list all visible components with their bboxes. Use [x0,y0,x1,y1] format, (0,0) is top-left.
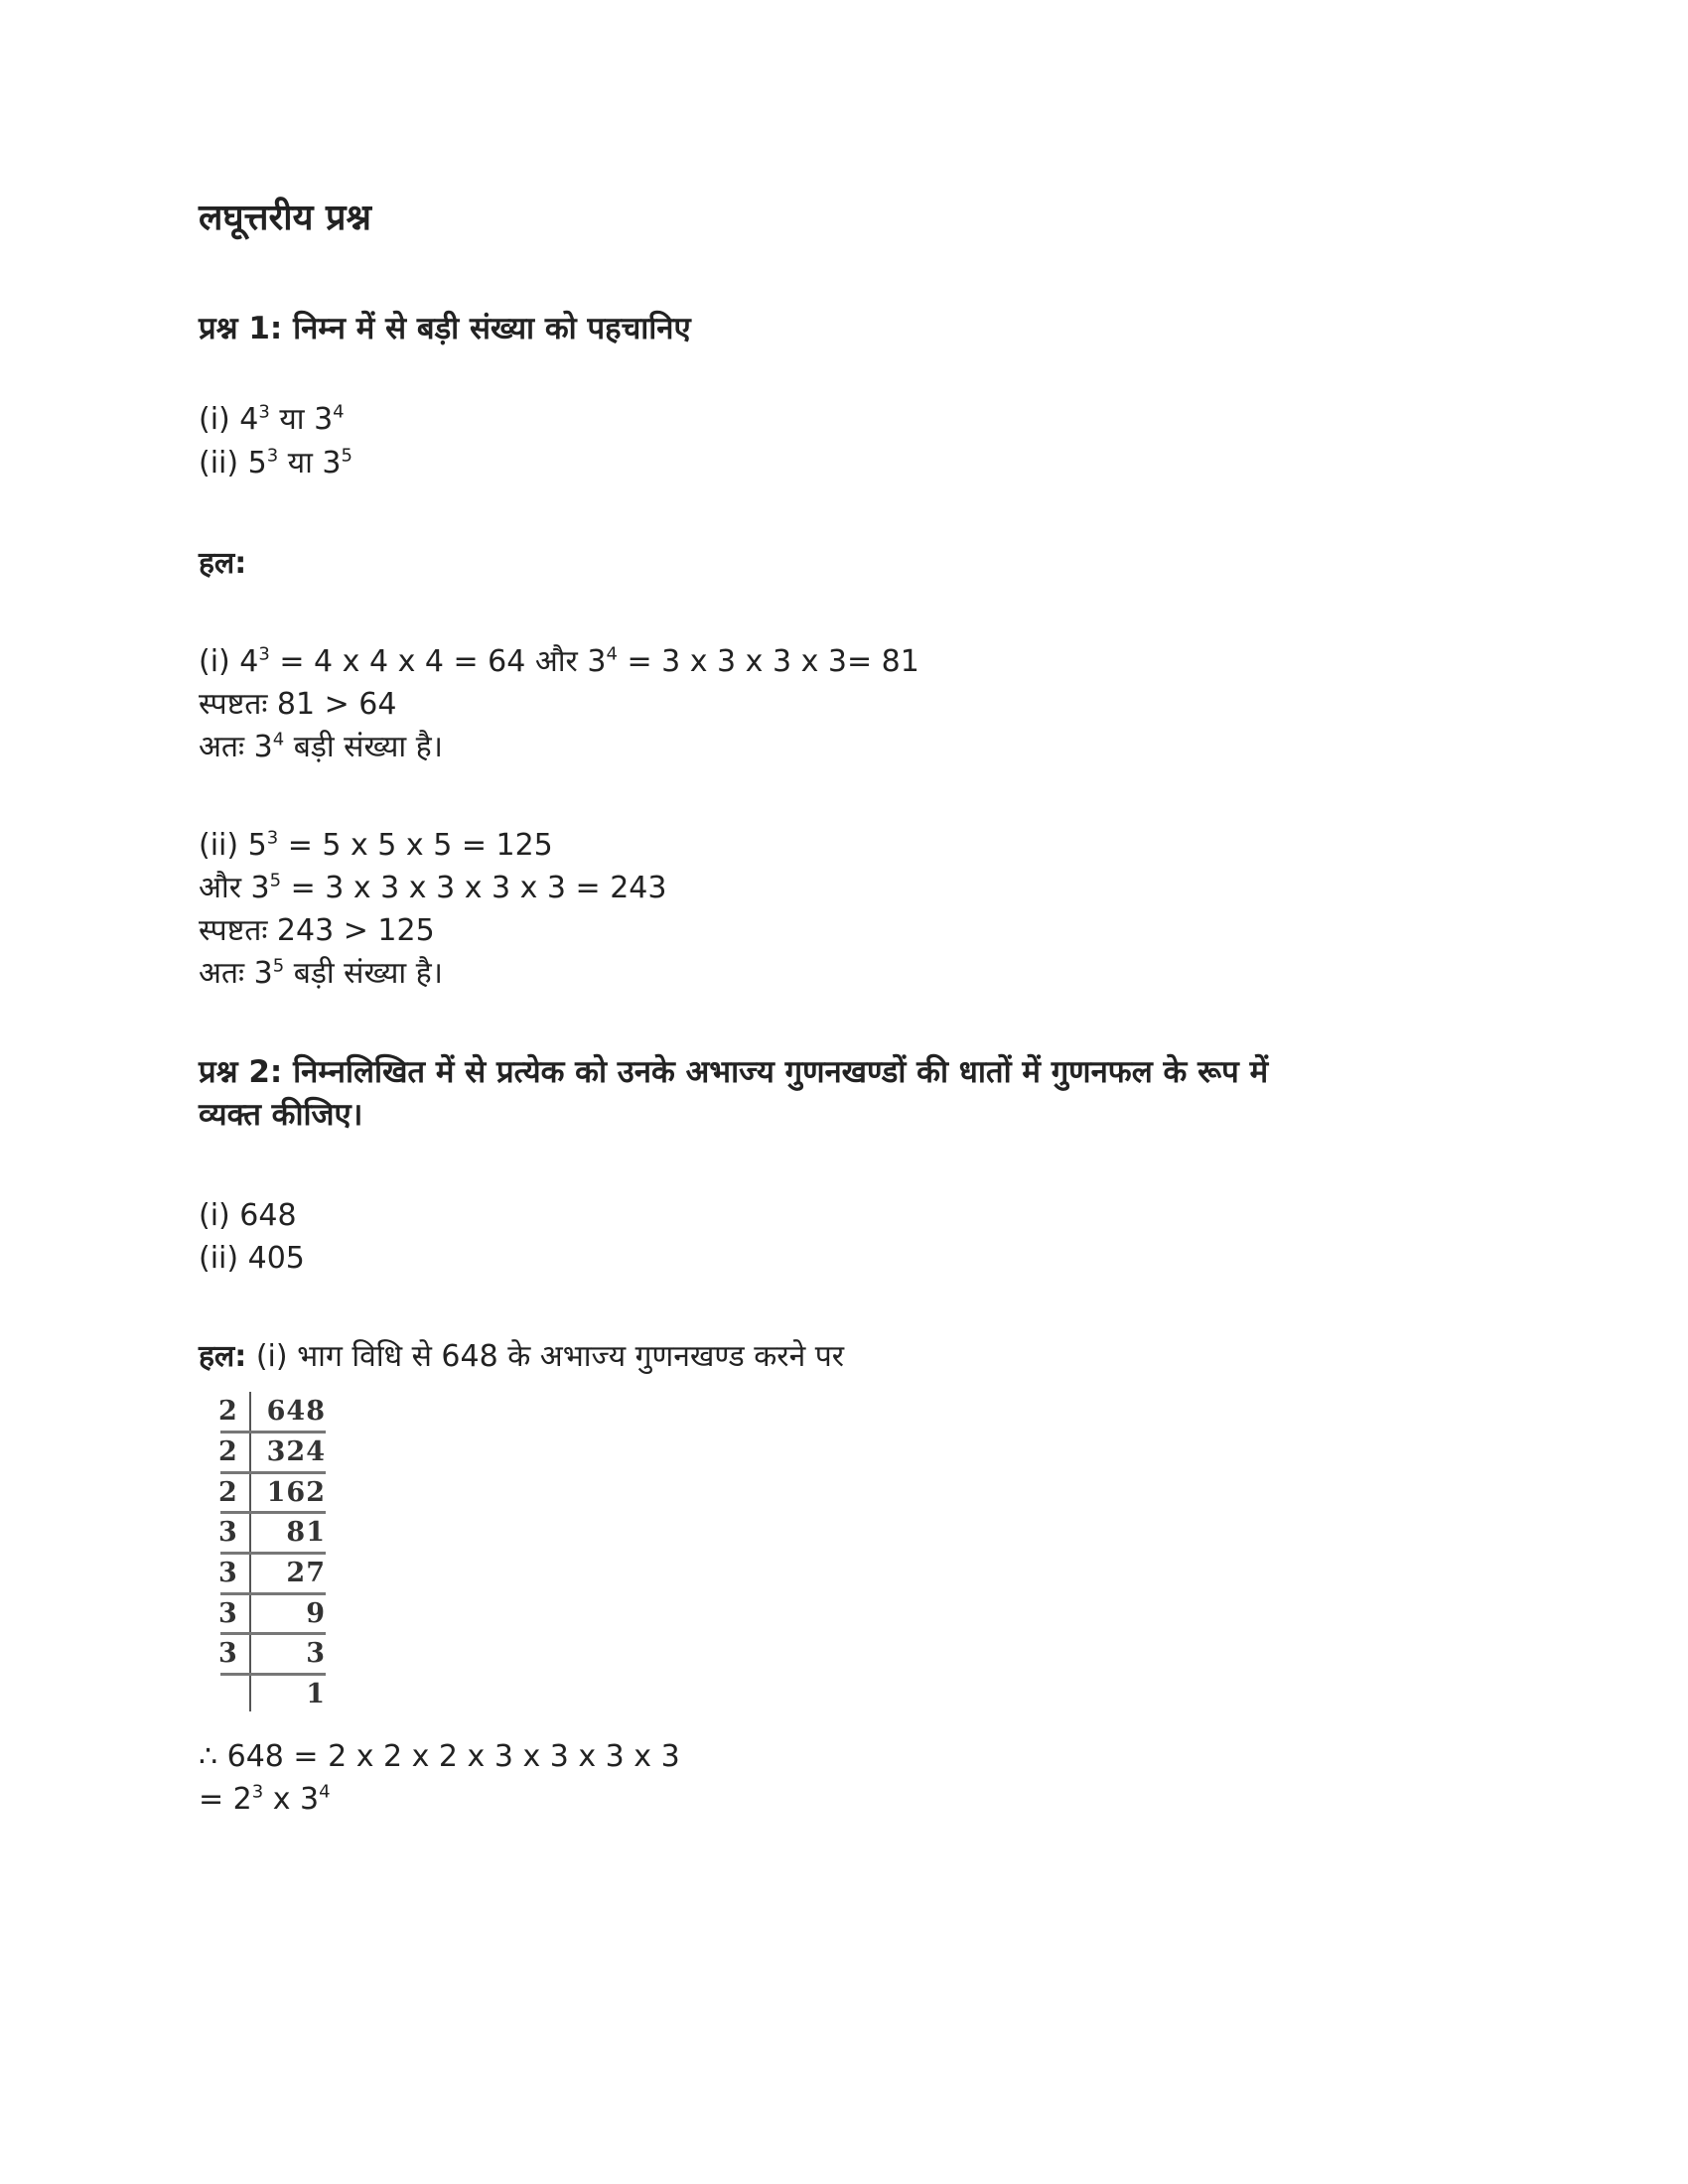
solution-label-1: हल: [199,546,247,581]
page-heading: लघूत्तरीय प्रश्न [199,198,371,238]
solution-ii-line-3: स्पष्टतः 243 > 125 [199,913,435,948]
solution-ii-line-2: और $3^5 = 3$ x 3 x 3 x 3 x 3 = 243 [199,870,667,905]
result-line-2: = $2^3$ x $3^4$ [199,1781,331,1817]
solution-i-line-2: स्पष्टतः 81 > 64 [199,687,397,722]
solution-ii-line-1: (ii) $5^3 = 5$ x 5 x 5 = 125 [199,827,553,863]
ladder-row: 1 [306,1679,326,1709]
solution-2-intro: हल: (i) भाग विधि से 648 के अभाज्य गुणनखण्ड करने पर [199,1339,845,1374]
question-2-title-line-1: प्रश्न 2: निम्नलिखित में से प्रत्येक को उनके अभाज्य गुणनखण्डों की धातों में गुणनफल के रूप में [199,1054,1269,1090]
question-2-part-ii: (ii) 405 [199,1241,305,1276]
ladder-row: 2 324 [218,1436,326,1467]
question-2-title-line-2: व्यक्त कीजिए। [199,1097,363,1133]
question-2-part-i: (i) 648 [199,1198,297,1233]
question-1-part-ii: (ii) $5^3$ या $3^5$ [199,445,352,480]
solution-i-line-1: (i) $4^3 = 4$ x 4 x 4 = 64 और $3^4 = 3$ x 3 x 3 x 3= 81 [199,643,919,679]
solution-ii-line-4: अतः $3^5$ बड़ी संख्या है। [199,955,444,991]
ladder-row: 2 648 [218,1396,326,1427]
ladder-row: 3 81 [218,1517,326,1548]
question-1-title: प्रश्न 1: निम्न में से बड़ी संख्या को पहचानिए [199,311,691,346]
solution-i-line-3: अतः $3^4$ बड़ी संख्या है। [199,729,444,764]
question-1-part-i: (i) $4^3$ या $3^4$ [199,401,345,437]
solution-label-2: हल: [199,1339,247,1374]
ladder-row: 2 162 [218,1477,326,1508]
result-line-1: ∴ 648 = 2 x 2 x 2 x 3 x 3 x 3 x 3 [199,1739,680,1774]
division-ladder [216,1392,328,1711]
ladder-row: 3 9 [218,1598,326,1629]
ladder-row: 3 27 [218,1558,326,1588]
ladder-row: 3 3 [218,1638,326,1669]
